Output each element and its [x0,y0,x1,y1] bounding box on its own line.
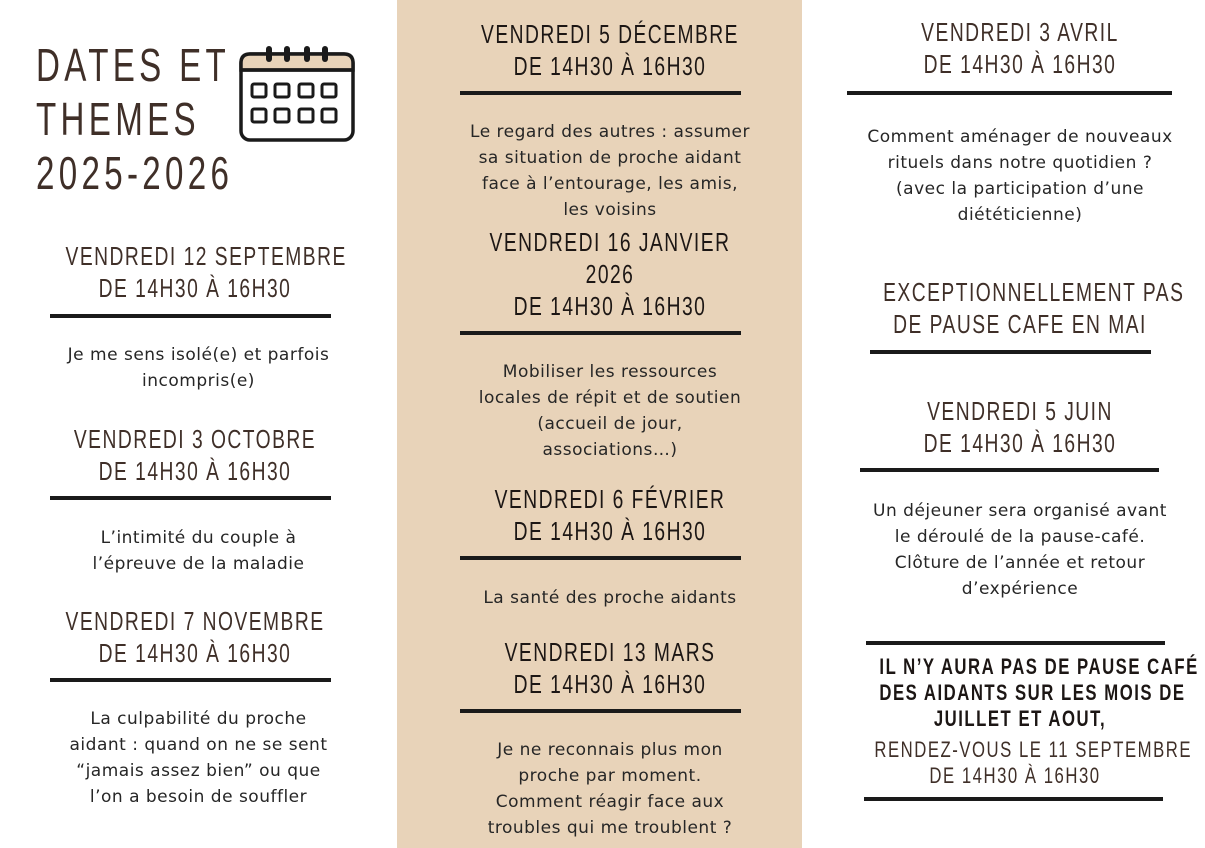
divider [50,496,331,500]
divider [460,331,741,335]
session-heading: VENDREDI 16 JANVIER 2026 DE 14H30 À 16H30 [489,227,731,321]
divider [847,91,1172,95]
title-line-3: 2025-2026 [36,147,234,199]
page-title [36,38,233,200]
no-session-notice-may: EXCEPTIONNELLEMENT PAS DE PAUSE CAFE EN MAI [883,277,1185,339]
divider [460,91,741,95]
session-heading: VENDREDI 5 JUIN DE 14H30 À 16H30 [923,396,1117,458]
session-heading: VENDREDI 5 DÉCEMBRE DE 14H30 À 16H30 [481,19,739,81]
title-line-2: THEMES [36,93,200,145]
session-topic: L’intimité du couple à l’épreuve de la maladie [92,528,305,574]
divider [860,468,1159,472]
session-heading: VENDREDI 7 NOVEMBRE DE 14H30 À 16H30 [65,606,325,668]
session-heading: VENDREDI 6 FÉVRIER DE 14H30 À 16H30 [494,484,726,546]
title-line-1: DATES ET [36,39,231,91]
divider [50,678,331,682]
session-heading: VENDREDI 3 AVRIL DE 14H30 À 16H30 [921,17,1119,79]
divider [864,797,1163,801]
next-meeting-notice: RENDEZ-VOUS LE 11 SEPTEMBRE DE 14H30 À 16H30 [874,737,1193,788]
session-heading: VENDREDI 3 OCTOBRE DE 14H30 À 16H30 [73,424,317,486]
divider [50,314,331,318]
session-topic: Le regard des autres : assumer sa situation de proche aidant face à l’entourage, les amis, les voisins [470,122,750,220]
divider [460,709,741,713]
summer-break-notice: IL N’Y AURA PAS DE PAUSE CAFÉ DES AIDANTS SUR LES MOIS DE JUILLET ET AOUT, [879,654,1199,731]
divider [460,556,741,560]
divider [866,641,1165,645]
session-topic: La culpabilité du proche aidant : quand on ne se sent “jamais assez bien” ou que l’on a besoin de souffler [69,709,328,807]
session-topic: Comment aménager de nouveaux rituels dans notre quotidien ? (avec la participation d’une diététicienne) [867,127,1173,225]
session-topic: Je me sens isolé(e) et parfois incompris(e) [67,345,330,391]
session-topic: Un déjeuner sera organisé avant le déroulé de la pause-café. Clôture de l’année et retour d’expérience [873,501,1167,599]
session-topic: Je ne reconnais plus mon proche par moment. Comment réagir face aux troubles qui me troublent ? [487,740,733,838]
session-topic: Mobiliser les ressources locales de répit et de soutien (accueil de jour, associations…) [478,362,742,460]
divider [870,350,1151,354]
session-heading: VENDREDI 12 SEPTEMBRE DE 14H30 À 16H30 [65,241,347,303]
session-topic: La santé des proche aidants [483,588,737,608]
calendar-icon [238,44,356,144]
session-heading: VENDREDI 13 MARS DE 14H30 À 16H30 [504,637,716,699]
